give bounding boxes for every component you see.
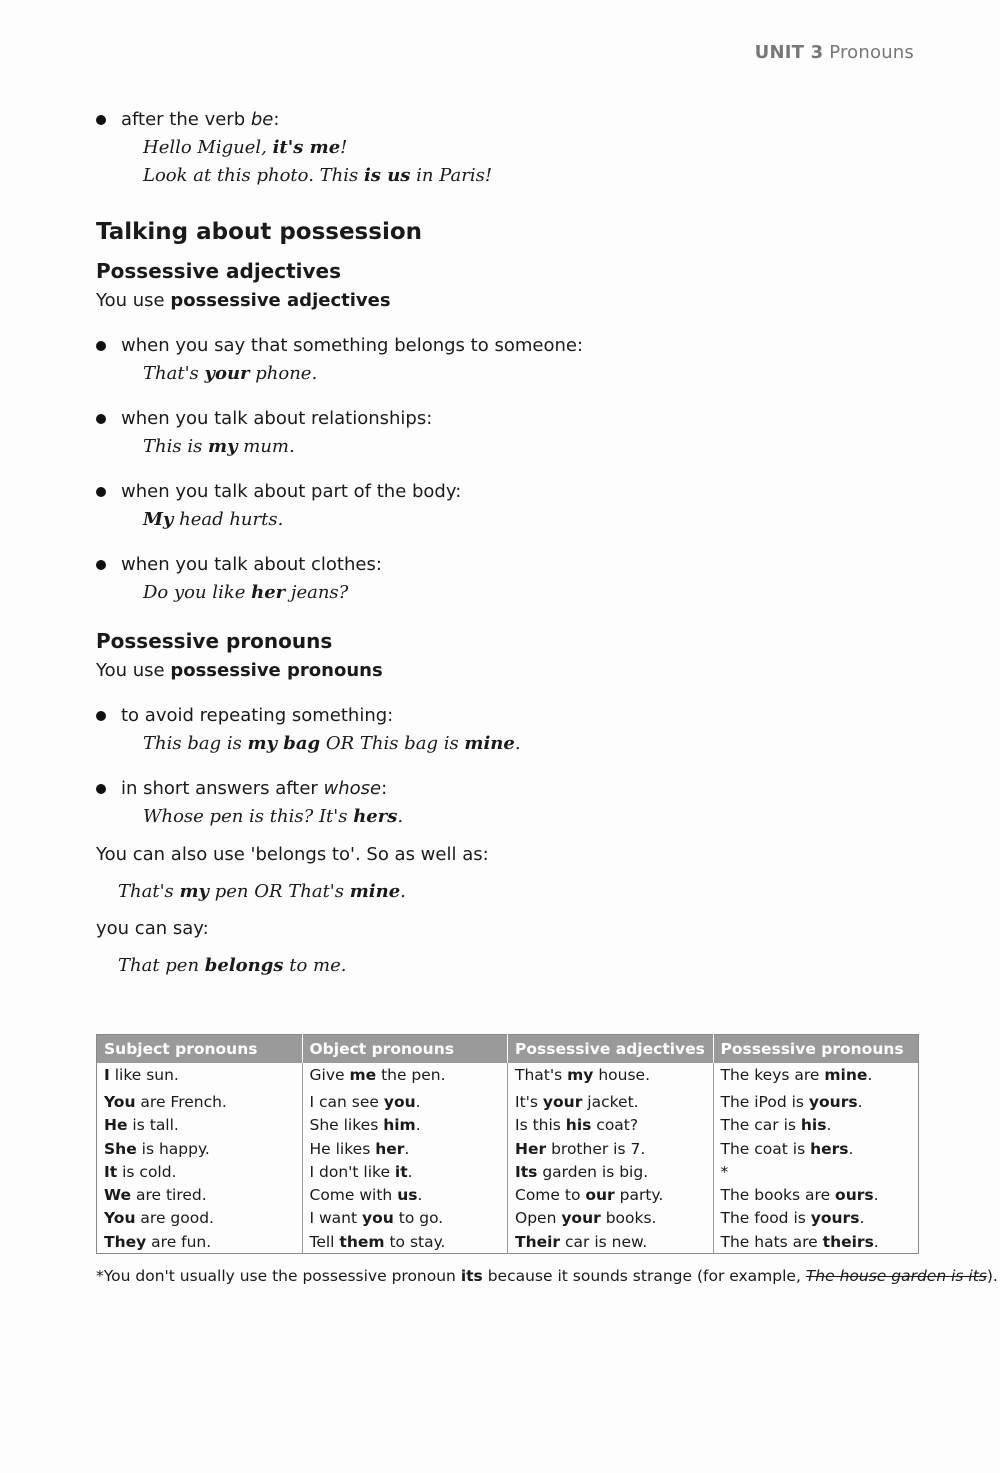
column-header: Possessive adjectives xyxy=(508,1035,714,1064)
example-line: This bag is my bag OR This bag is mine. xyxy=(143,733,521,754)
subheading-possessive-adjectives: Possessive adjectives xyxy=(96,259,342,283)
section-heading: Talking about possession xyxy=(96,219,422,245)
table-cell: He likes her. xyxy=(302,1137,508,1160)
table-cell: It is cold. xyxy=(97,1160,303,1183)
table-row xyxy=(97,1114,919,1137)
table-cell: Tell them to stay. xyxy=(302,1230,508,1254)
table-cell: The car is his. xyxy=(720,1116,832,1135)
table-cell: Its garden is big. xyxy=(508,1160,714,1183)
example-line: Whose pen is this? It's hers. xyxy=(143,806,404,827)
table-cell: I want you to go. xyxy=(302,1207,508,1230)
adjective-use-bullet: when you talk about part of the body: xyxy=(96,478,926,506)
table-cell: We are tired. xyxy=(97,1183,303,1206)
running-header xyxy=(755,42,914,63)
column-header: Possessive pronouns xyxy=(713,1035,919,1064)
table-cell: Her brother is 7. xyxy=(508,1137,714,1160)
table-row xyxy=(97,1160,919,1183)
table-cell: That's my house. xyxy=(508,1063,714,1086)
bullet-avoid-repeating: to avoid repeating something: xyxy=(96,702,926,730)
table-cell: * xyxy=(720,1162,729,1181)
column-header: Subject pronouns xyxy=(97,1035,303,1064)
table-cell: The iPod is yours. xyxy=(720,1092,863,1111)
table-cell: Come with us. xyxy=(302,1183,508,1206)
table-header-row xyxy=(97,1035,919,1064)
table-cell: You are good. xyxy=(97,1207,303,1230)
table-cell: She likes him. xyxy=(302,1114,508,1137)
table-cell: The food is yours. xyxy=(720,1209,865,1228)
example-line: Do you like her jeans? xyxy=(143,582,349,603)
table-cell: I don't like it. xyxy=(302,1160,508,1183)
intro-line: You use possessive adjectives xyxy=(96,290,391,311)
table-cell: She is happy. xyxy=(97,1137,303,1160)
table-cell: I like sun. xyxy=(97,1063,303,1086)
table-row xyxy=(97,1183,919,1206)
table-row xyxy=(97,1086,919,1113)
table-cell: Their car is new. xyxy=(508,1230,714,1254)
table-cell: They are fun. xyxy=(97,1230,303,1254)
unit-label: UNIT 3 xyxy=(754,42,824,63)
table-cell: Give me the pen. xyxy=(302,1063,508,1086)
table-row xyxy=(97,1230,919,1254)
main-content xyxy=(96,104,926,980)
adjective-use-bullet: when you talk about clothes: xyxy=(96,551,926,579)
unit-title: Pronouns xyxy=(829,42,914,63)
footnote: *You don't usually use the possessive pronoun its because it sounds strange (for example, The house garden is its). xyxy=(96,1267,998,1285)
table-row xyxy=(97,1207,919,1230)
table-cell: The books are ours. xyxy=(720,1186,879,1205)
table-cell: The keys are mine. xyxy=(720,1065,873,1084)
table-cell: I can see you. xyxy=(302,1086,508,1113)
table-cell: You are French. xyxy=(97,1086,303,1113)
belongs-to-note: You can also use 'belongs to'. So as well as: xyxy=(96,844,489,865)
example-line: My head hurts. xyxy=(143,509,284,530)
example-line: Look at this photo. This is us in Paris! xyxy=(143,165,493,186)
example-line: That's your phone. xyxy=(143,363,318,384)
table-cell: Is this his coat? xyxy=(508,1114,714,1137)
table-cell: He is tall. xyxy=(97,1114,303,1137)
table-cell: The hats are theirs. xyxy=(720,1232,879,1251)
table-cell: The coat is hers. xyxy=(720,1139,854,1158)
subheading-possessive-pronouns: Possessive pronouns xyxy=(96,629,333,653)
table-cell: It's your jacket. xyxy=(508,1086,714,1113)
table-cell: Come to our party. xyxy=(508,1183,714,1206)
adjective-use-bullet: when you say that something belongs to someone: xyxy=(96,332,926,360)
table-row xyxy=(97,1137,919,1160)
adjective-use-bullet: when you talk about relationships: xyxy=(96,405,926,433)
intro-line: You use possessive pronouns xyxy=(96,660,383,681)
example-line: Hello Miguel, it's me! xyxy=(143,137,348,158)
you-can-say-line: you can say: xyxy=(96,918,209,939)
table-row xyxy=(97,1063,919,1086)
column-header: Object pronouns xyxy=(302,1035,508,1064)
example-line: This is my mum. xyxy=(143,436,295,457)
bullet-after-be: after the verb be: xyxy=(96,106,926,134)
adjective-uses-list xyxy=(96,332,926,607)
table-cell: Open your books. xyxy=(508,1207,714,1230)
example-line: That's my pen OR That's mine. xyxy=(118,881,406,902)
pronoun-table xyxy=(96,1034,919,1254)
example-line: That pen belongs to me. xyxy=(118,955,347,976)
bullet-short-answers: in short answers after whose: xyxy=(96,775,926,803)
